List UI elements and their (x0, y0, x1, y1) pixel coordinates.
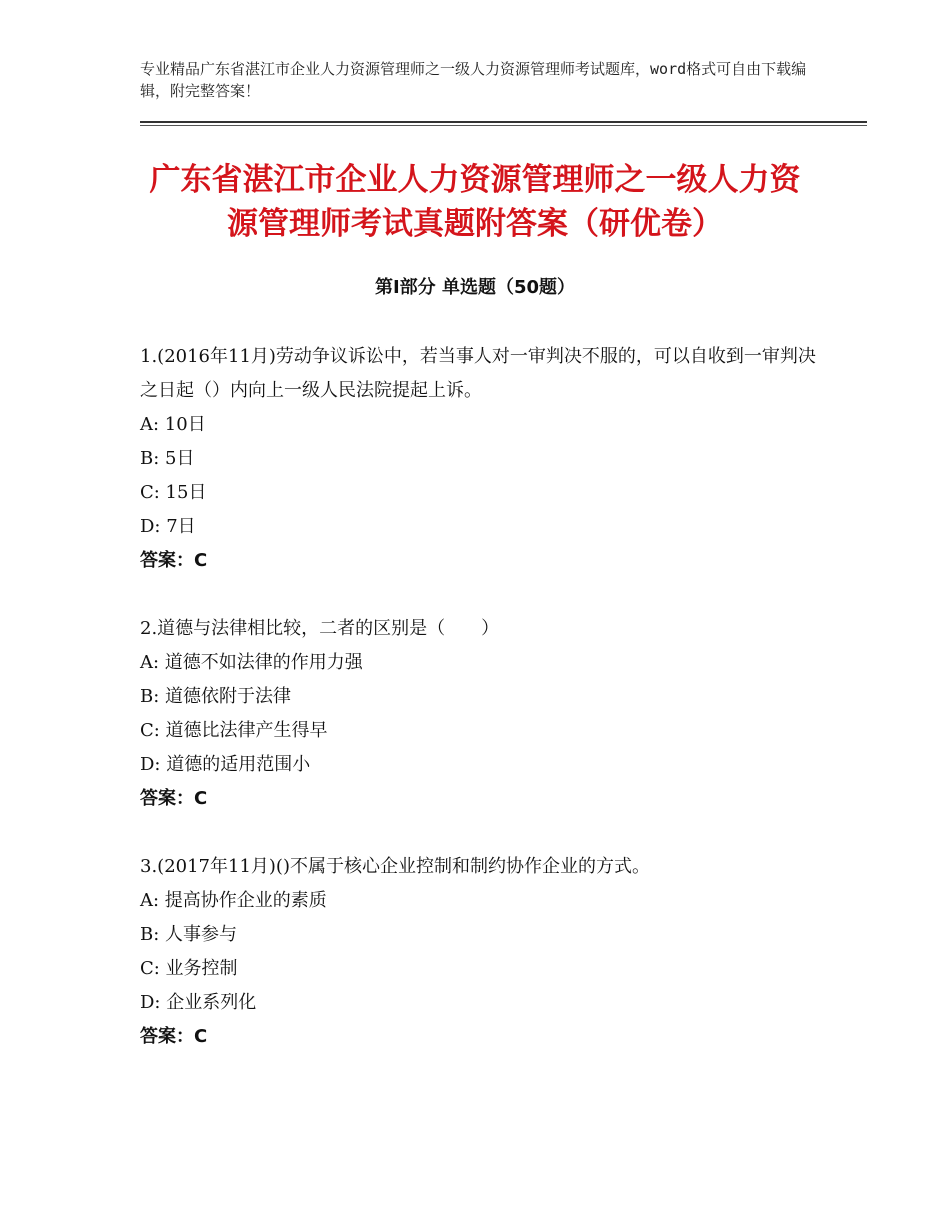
question-list (140, 340, 820, 1088)
answer: 答案：C (140, 788, 208, 809)
header-divider-thick (140, 121, 867, 123)
answer: 答案：C (140, 1026, 208, 1047)
option-b: B: 人事参与 (140, 924, 238, 945)
question-1 (140, 340, 820, 578)
answer: 答案：C (140, 550, 208, 571)
option-d: D: 企业系列化 (140, 992, 257, 1013)
question-stem: 2.道德与法律相比较，二者的区别是（ ） (140, 618, 500, 639)
question-2 (140, 612, 820, 816)
option-c: C: 道德比法律产生得早 (140, 720, 328, 741)
header-divider-thin (140, 125, 867, 126)
option-d: D: 道德的适用范围小 (140, 754, 311, 775)
option-a: A: 道德不如法律的作用力强 (140, 652, 363, 673)
option-c: C: 业务控制 (140, 958, 238, 979)
question-stem: 1.(2016年11月)劳动争议诉讼中，若当事人对一审判决不服的，可以自收到一审判决之日起（）内向上一级人民法院提起上诉。 (140, 346, 816, 401)
option-a: A: 提高协作企业的素质 (140, 890, 327, 911)
section-heading: 第Ⅰ部分 单选题（50题） (374, 277, 575, 298)
question-3 (140, 850, 820, 1054)
option-b: B: 道德依附于法律 (140, 686, 292, 707)
option-d: D: 7日 (140, 516, 196, 537)
header-note: 专业精品广东省湛江市企业人力资源管理师之一级人力资源管理师考试题库，word格式可自由下载编辑，附完整答案！ (140, 60, 807, 100)
option-c: C: 15日 (140, 482, 207, 503)
option-a: A: 10日 (140, 414, 206, 435)
option-b: B: 5日 (140, 448, 195, 469)
document-title: 广东省湛江市企业人力资源管理师之一级人力资源管理师考试真题附答案（研优卷） (149, 162, 801, 242)
question-stem: 3.(2017年11月)()不属于核心企业控制和制约协作企业的方式。 (140, 856, 650, 877)
